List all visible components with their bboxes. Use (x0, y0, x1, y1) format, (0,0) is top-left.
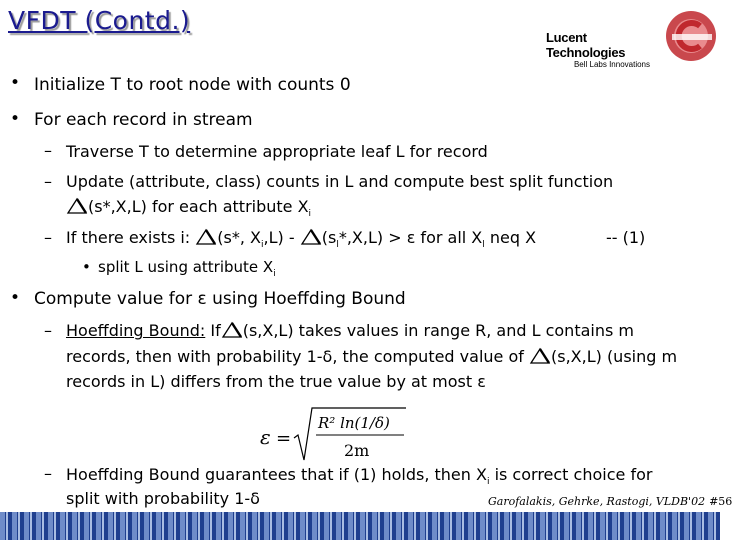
bullet-dot: • (10, 73, 21, 93)
bullet-dot: • (82, 258, 91, 276)
delta-icon (195, 229, 217, 245)
bullet-traverse: Traverse T to determine appropriate leaf L for record (66, 142, 488, 161)
bullet-dot: • (10, 288, 21, 308)
dash: – (44, 321, 52, 340)
bullet-update: Update (attribute, class) counts in L and compute best split function (66, 172, 614, 191)
footer-authors: Garofalakis, Gehrke, Rastogi, VLDB'02 (488, 495, 706, 508)
cornell-logo-icon (664, 6, 718, 66)
page-title: VFDT (Contd.) (8, 6, 191, 35)
equation-ref: -- (1) (606, 228, 646, 247)
hoeffding-line-3: records in L) differs from the true value by at most ε (66, 372, 486, 391)
lucent-sub: Bell Labs Innovations (573, 60, 650, 69)
bullet-compute: Compute value for ε using Hoeffding Bound (34, 289, 406, 309)
hoeffding-label: Hoeffding Bound: (66, 321, 206, 340)
dash: – (44, 228, 52, 247)
delta-icon (66, 198, 88, 214)
bullet-update-cont: (s*,X,L) for each attribute $X_i$ (66, 197, 311, 219)
footer-bar (0, 512, 720, 540)
delta-icon (529, 348, 551, 364)
hoeffding-line-2: records, then with probability 1-δ, the computed value of (s,X,L) (using m (66, 347, 678, 366)
footer-citation (488, 495, 732, 508)
bullet-for-each: For each record in stream (34, 110, 253, 130)
lucent-logo (546, 30, 658, 69)
guarantee-line-1: Hoeffding Bound guarantees that if (1) holds, then $X_i$ is correct choice for (66, 465, 653, 488)
hoeffding-line-1: Hoeffding Bound: If (s,X,L) takes values in range R, and L contains m (66, 321, 634, 340)
bullet-split-l: split L using attribute $X_i$ (98, 258, 276, 279)
bullet-if-exists: If there exists i: (s*, $X_i,L) - (s_l*,X,L) > \varepsilon$ for all $X_l$ neq X (66, 228, 537, 251)
guarantee-line-2: split with probability 1-δ (66, 489, 260, 508)
bullet-dot: • (10, 109, 21, 129)
dash: – (44, 172, 52, 191)
hoeffding-formula (258, 404, 408, 466)
delta-icon (221, 322, 243, 338)
formula-denominator: 2m (344, 441, 370, 460)
dash: – (44, 464, 52, 483)
lucent-brand: Lucent Technologies (546, 30, 626, 60)
dash: – (44, 141, 52, 160)
formula-eq: = (276, 428, 292, 449)
page-number: #56 (709, 495, 732, 508)
delta-icon (300, 229, 322, 245)
formula-numerator: R² ln(1/δ) (318, 414, 390, 432)
bullet-initialize: Initialize T to root node with counts 0 (34, 75, 351, 95)
formula-lhs: ε (260, 425, 271, 449)
